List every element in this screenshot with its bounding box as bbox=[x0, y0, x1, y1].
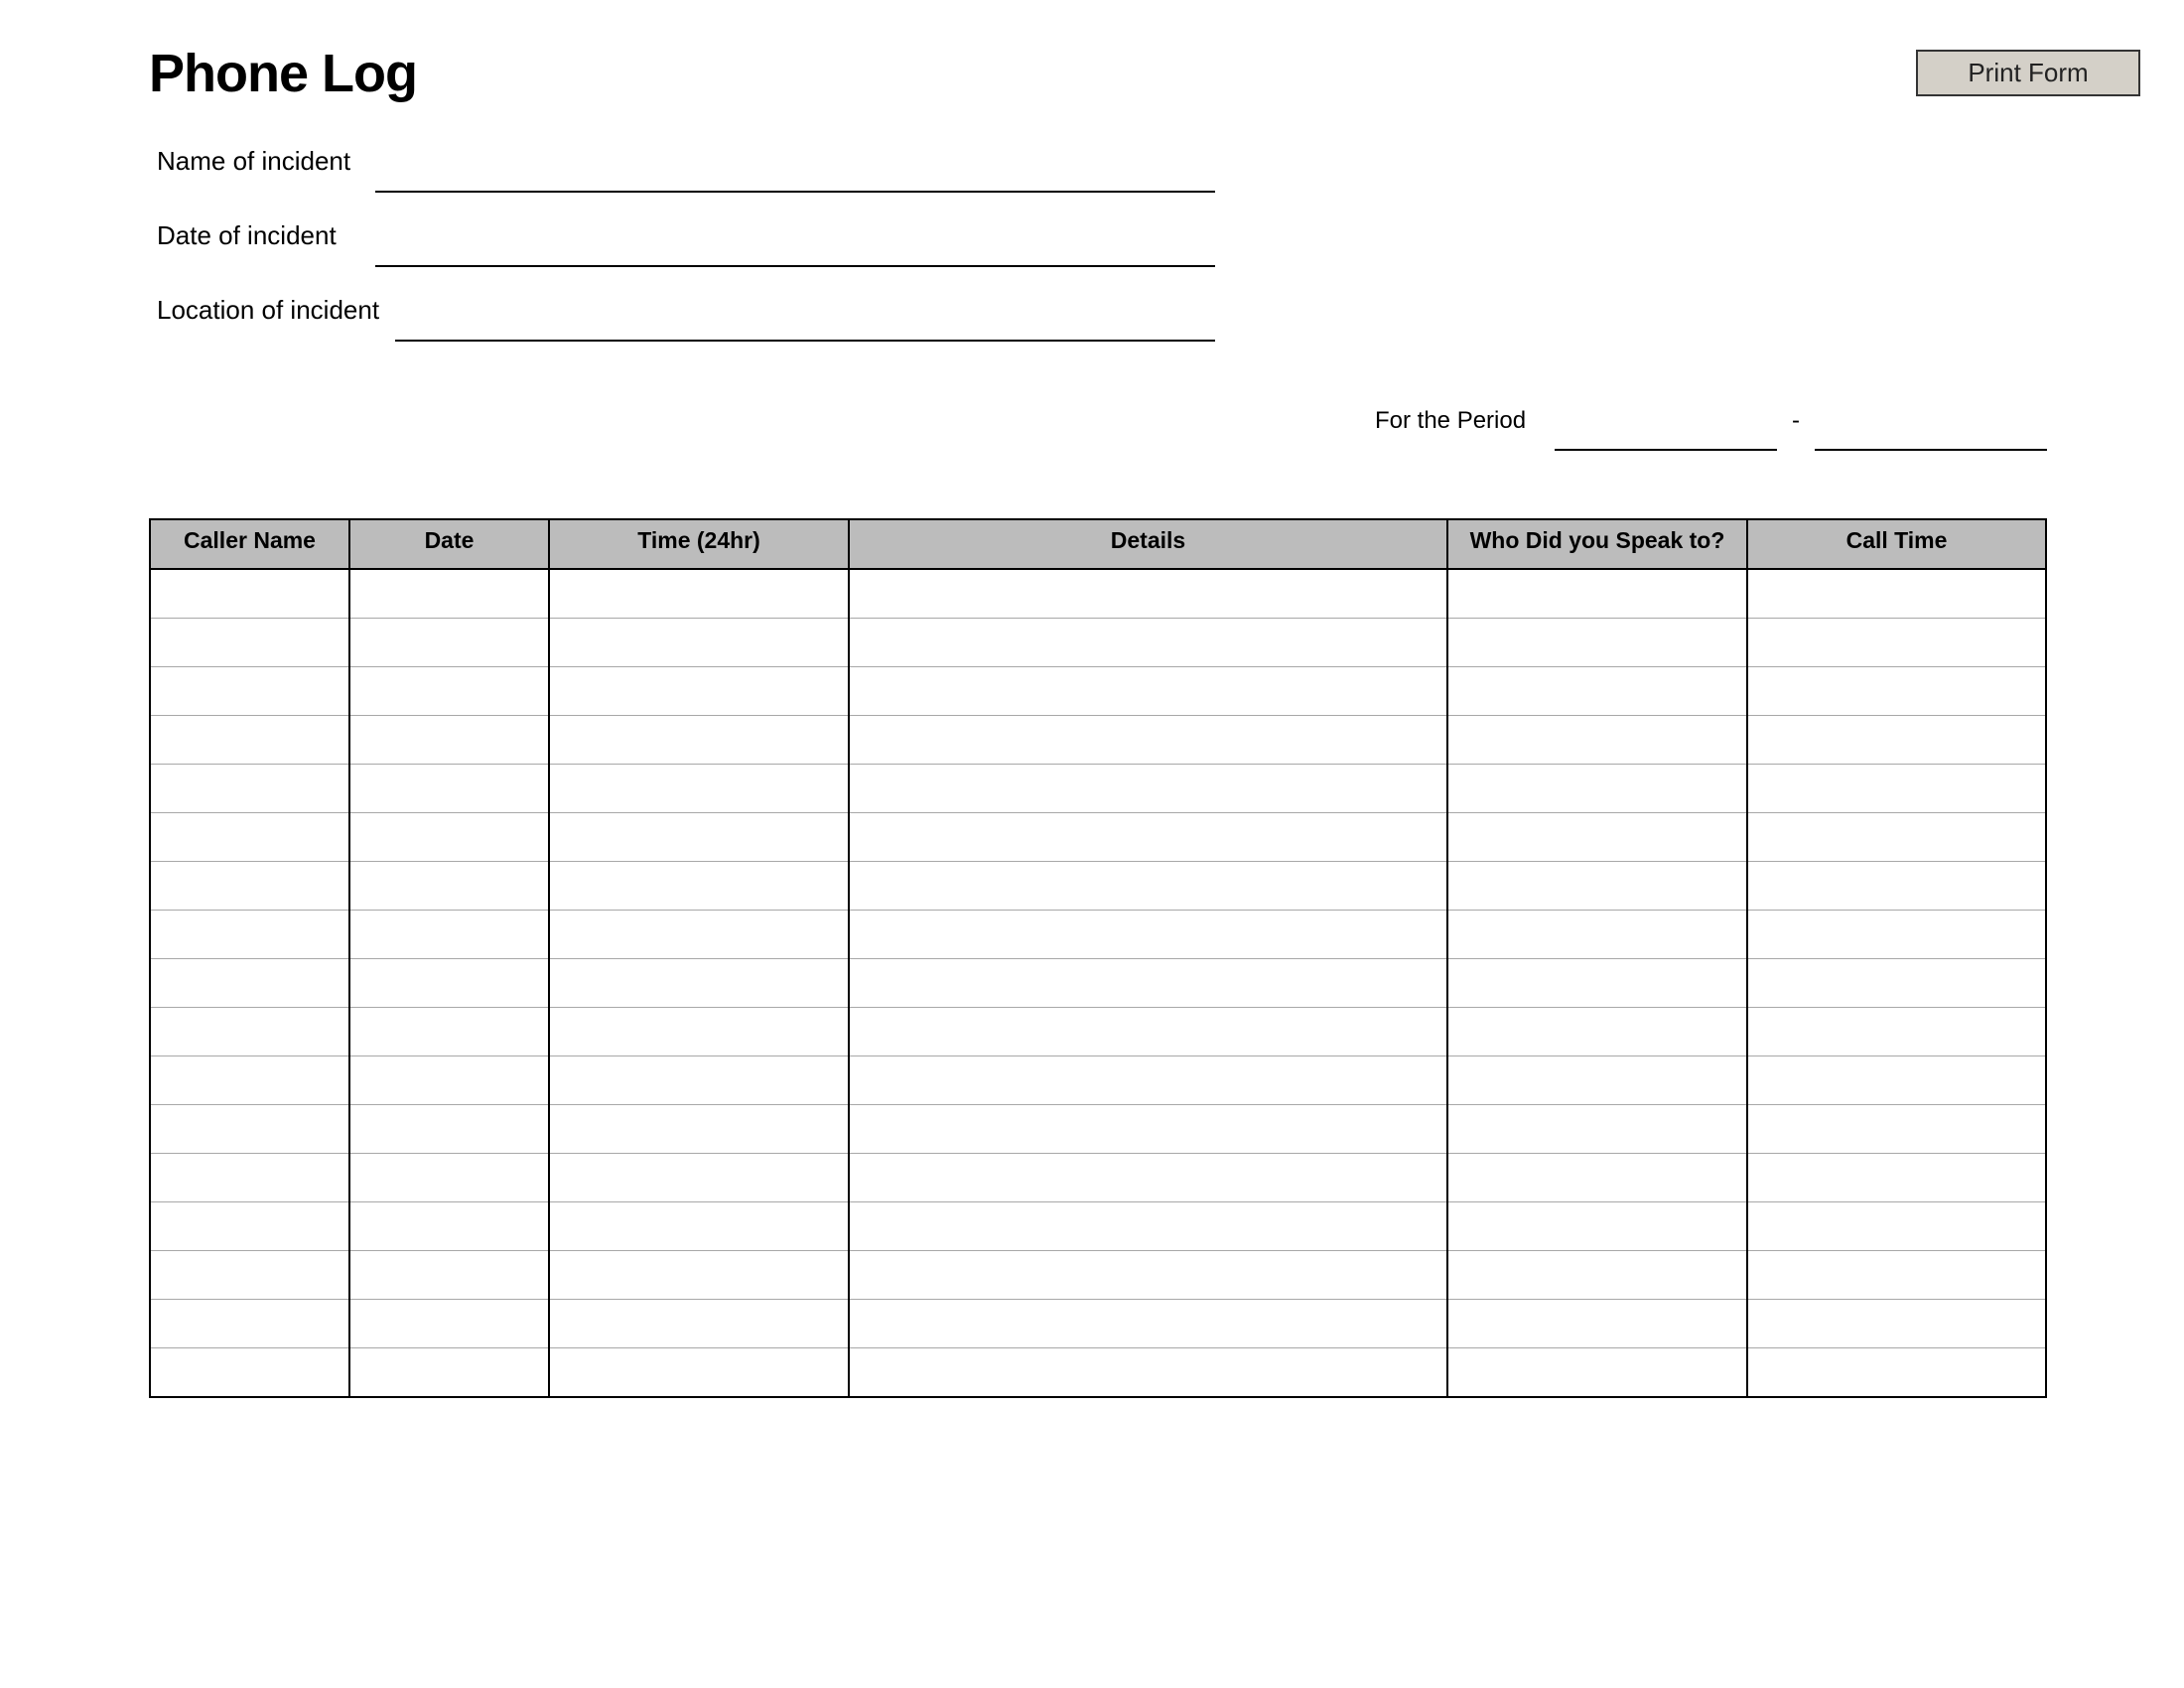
details-cell[interactable] bbox=[849, 1008, 1447, 1056]
location-of-incident-label: Location of incident bbox=[157, 295, 380, 325]
phone-log-table bbox=[149, 518, 2047, 1398]
caller-name-cell[interactable] bbox=[150, 1154, 349, 1202]
caller-name-cell[interactable] bbox=[150, 813, 349, 862]
caller-name-cell[interactable] bbox=[150, 1348, 349, 1398]
details-cell[interactable] bbox=[849, 1056, 1447, 1105]
details-cell[interactable] bbox=[849, 1105, 1447, 1154]
time-cell[interactable] bbox=[549, 569, 849, 619]
call-time-cell[interactable] bbox=[1747, 1105, 2046, 1154]
caller-name-cell[interactable] bbox=[150, 959, 349, 1008]
who-did-you-speak-to-cell[interactable] bbox=[1447, 1056, 1747, 1105]
call-time-cell[interactable] bbox=[1747, 911, 2046, 959]
time-cell[interactable] bbox=[549, 1008, 849, 1056]
call-time-cell[interactable] bbox=[1747, 667, 2046, 716]
details-cell[interactable] bbox=[849, 667, 1447, 716]
table-row bbox=[150, 1202, 2046, 1251]
call-time-cell[interactable] bbox=[1747, 765, 2046, 813]
who-did-you-speak-to-cell[interactable] bbox=[1447, 1105, 1747, 1154]
call-time-cell[interactable] bbox=[1747, 959, 2046, 1008]
time-cell[interactable] bbox=[549, 765, 849, 813]
who-did-you-speak-to-cell[interactable] bbox=[1447, 569, 1747, 619]
date-cell[interactable] bbox=[349, 765, 549, 813]
period-end-field[interactable] bbox=[1815, 411, 2047, 451]
date-cell[interactable] bbox=[349, 1154, 549, 1202]
table-row bbox=[150, 569, 2046, 619]
who-did-you-speak-to-cell[interactable] bbox=[1447, 1008, 1747, 1056]
table-body bbox=[150, 569, 2046, 1397]
who-did-you-speak-to-cell[interactable] bbox=[1447, 1251, 1747, 1300]
date-of-incident-field[interactable] bbox=[375, 227, 1215, 267]
details-cell[interactable] bbox=[849, 959, 1447, 1008]
call-time-cell[interactable] bbox=[1747, 1251, 2046, 1300]
caller-name-cell[interactable] bbox=[150, 1300, 349, 1348]
table-row bbox=[150, 911, 2046, 959]
who-did-you-speak-to-cell[interactable] bbox=[1447, 1300, 1747, 1348]
who-did-you-speak-to-cell[interactable] bbox=[1447, 959, 1747, 1008]
time-cell[interactable] bbox=[549, 716, 849, 765]
who-did-you-speak-to-cell[interactable] bbox=[1447, 765, 1747, 813]
table-row bbox=[150, 667, 2046, 716]
time-cell[interactable] bbox=[549, 1251, 849, 1300]
table-row bbox=[150, 619, 2046, 667]
caller-name-cell[interactable] bbox=[150, 1251, 349, 1300]
caller-name-cell[interactable] bbox=[150, 716, 349, 765]
table-row bbox=[150, 1154, 2046, 1202]
date-of-incident-label: Date of incident bbox=[157, 220, 337, 250]
who-did-you-speak-to-cell[interactable] bbox=[1447, 911, 1747, 959]
period-separator: - bbox=[1792, 407, 1800, 434]
time-cell[interactable] bbox=[549, 1202, 849, 1251]
time-cell[interactable] bbox=[549, 1056, 849, 1105]
date-cell[interactable] bbox=[349, 619, 549, 667]
time-cell[interactable] bbox=[549, 1300, 849, 1348]
details-cell[interactable] bbox=[849, 765, 1447, 813]
details-cell[interactable] bbox=[849, 862, 1447, 911]
column-header-who-did-you-speak-to: Who Did you Speak to? bbox=[1447, 519, 1747, 569]
call-time-cell[interactable] bbox=[1747, 1202, 2046, 1251]
column-header-details: Details bbox=[849, 519, 1447, 569]
table-row bbox=[150, 813, 2046, 862]
caller-name-cell[interactable] bbox=[150, 667, 349, 716]
column-header-date: Date bbox=[349, 519, 549, 569]
page-title: Phone Log bbox=[149, 44, 417, 103]
call-time-cell[interactable] bbox=[1747, 569, 2046, 619]
location-of-incident-field[interactable] bbox=[395, 302, 1215, 342]
for-the-period-label: For the Period bbox=[1375, 407, 1527, 434]
who-did-you-speak-to-cell[interactable] bbox=[1447, 862, 1747, 911]
details-cell[interactable] bbox=[849, 1202, 1447, 1251]
who-did-you-speak-to-cell[interactable] bbox=[1447, 813, 1747, 862]
date-cell[interactable] bbox=[349, 1202, 549, 1251]
details-cell[interactable] bbox=[849, 569, 1447, 619]
column-header-caller-name: Caller Name bbox=[150, 519, 349, 569]
call-time-cell[interactable] bbox=[1747, 862, 2046, 911]
who-did-you-speak-to-cell[interactable] bbox=[1447, 1348, 1747, 1398]
details-cell[interactable] bbox=[849, 1251, 1447, 1300]
date-cell[interactable] bbox=[349, 1008, 549, 1056]
time-cell[interactable] bbox=[549, 1105, 849, 1154]
date-cell[interactable] bbox=[349, 1251, 549, 1300]
time-cell[interactable] bbox=[549, 619, 849, 667]
period-start-field[interactable] bbox=[1555, 411, 1777, 451]
date-cell[interactable] bbox=[349, 1300, 549, 1348]
who-did-you-speak-to-cell[interactable] bbox=[1447, 667, 1747, 716]
date-cell[interactable] bbox=[349, 813, 549, 862]
date-cell[interactable] bbox=[349, 911, 549, 959]
time-cell[interactable] bbox=[549, 959, 849, 1008]
who-did-you-speak-to-cell[interactable] bbox=[1447, 716, 1747, 765]
caller-name-cell[interactable] bbox=[150, 1105, 349, 1154]
details-cell[interactable] bbox=[849, 1348, 1447, 1398]
column-header-call-time: Call Time bbox=[1747, 519, 2046, 569]
caller-name-cell[interactable] bbox=[150, 569, 349, 619]
date-cell[interactable] bbox=[349, 1105, 549, 1154]
call-time-cell[interactable] bbox=[1747, 1154, 2046, 1202]
table-row bbox=[150, 959, 2046, 1008]
call-time-cell[interactable] bbox=[1747, 813, 2046, 862]
who-did-you-speak-to-cell[interactable] bbox=[1447, 1202, 1747, 1251]
name-of-incident-field[interactable] bbox=[375, 153, 1215, 193]
table-row bbox=[150, 1008, 2046, 1056]
call-time-cell[interactable] bbox=[1747, 619, 2046, 667]
time-cell[interactable] bbox=[549, 1348, 849, 1398]
table-row bbox=[150, 1105, 2046, 1154]
date-cell[interactable] bbox=[349, 569, 549, 619]
table-row bbox=[150, 1056, 2046, 1105]
call-time-cell[interactable] bbox=[1747, 716, 2046, 765]
date-cell[interactable] bbox=[349, 862, 549, 911]
call-time-cell[interactable] bbox=[1747, 1008, 2046, 1056]
who-did-you-speak-to-cell[interactable] bbox=[1447, 619, 1747, 667]
call-time-cell[interactable] bbox=[1747, 1056, 2046, 1105]
caller-name-cell[interactable] bbox=[150, 1056, 349, 1105]
date-cell[interactable] bbox=[349, 1056, 549, 1105]
caller-name-cell[interactable] bbox=[150, 1202, 349, 1251]
date-cell[interactable] bbox=[349, 959, 549, 1008]
table-row bbox=[150, 862, 2046, 911]
caller-name-cell[interactable] bbox=[150, 765, 349, 813]
table-row bbox=[150, 1251, 2046, 1300]
details-cell[interactable] bbox=[849, 619, 1447, 667]
time-cell[interactable] bbox=[549, 862, 849, 911]
date-cell[interactable] bbox=[349, 1348, 549, 1398]
table-row bbox=[150, 716, 2046, 765]
name-of-incident-label: Name of incident bbox=[157, 146, 351, 176]
date-cell[interactable] bbox=[349, 716, 549, 765]
caller-name-cell[interactable] bbox=[150, 1008, 349, 1056]
time-cell[interactable] bbox=[549, 911, 849, 959]
time-cell[interactable] bbox=[549, 1154, 849, 1202]
table-row bbox=[150, 1348, 2046, 1398]
caller-name-cell[interactable] bbox=[150, 862, 349, 911]
caller-name-cell[interactable] bbox=[150, 619, 349, 667]
time-cell[interactable] bbox=[549, 667, 849, 716]
time-cell[interactable] bbox=[549, 813, 849, 862]
who-did-you-speak-to-cell[interactable] bbox=[1447, 1154, 1747, 1202]
details-cell[interactable] bbox=[849, 911, 1447, 959]
details-cell[interactable] bbox=[849, 716, 1447, 765]
table-row bbox=[150, 1300, 2046, 1348]
details-cell[interactable] bbox=[849, 813, 1447, 862]
column-header-time: Time (24hr) bbox=[549, 519, 849, 569]
details-cell[interactable] bbox=[849, 1300, 1447, 1348]
details-cell[interactable] bbox=[849, 1154, 1447, 1202]
caller-name-cell[interactable] bbox=[150, 911, 349, 959]
print-form-button[interactable]: Print Form bbox=[1916, 50, 2140, 96]
date-cell[interactable] bbox=[349, 667, 549, 716]
table-row bbox=[150, 765, 2046, 813]
call-time-cell[interactable] bbox=[1747, 1348, 2046, 1398]
call-time-cell[interactable] bbox=[1747, 1300, 2046, 1348]
table-header-row bbox=[150, 519, 2046, 569]
